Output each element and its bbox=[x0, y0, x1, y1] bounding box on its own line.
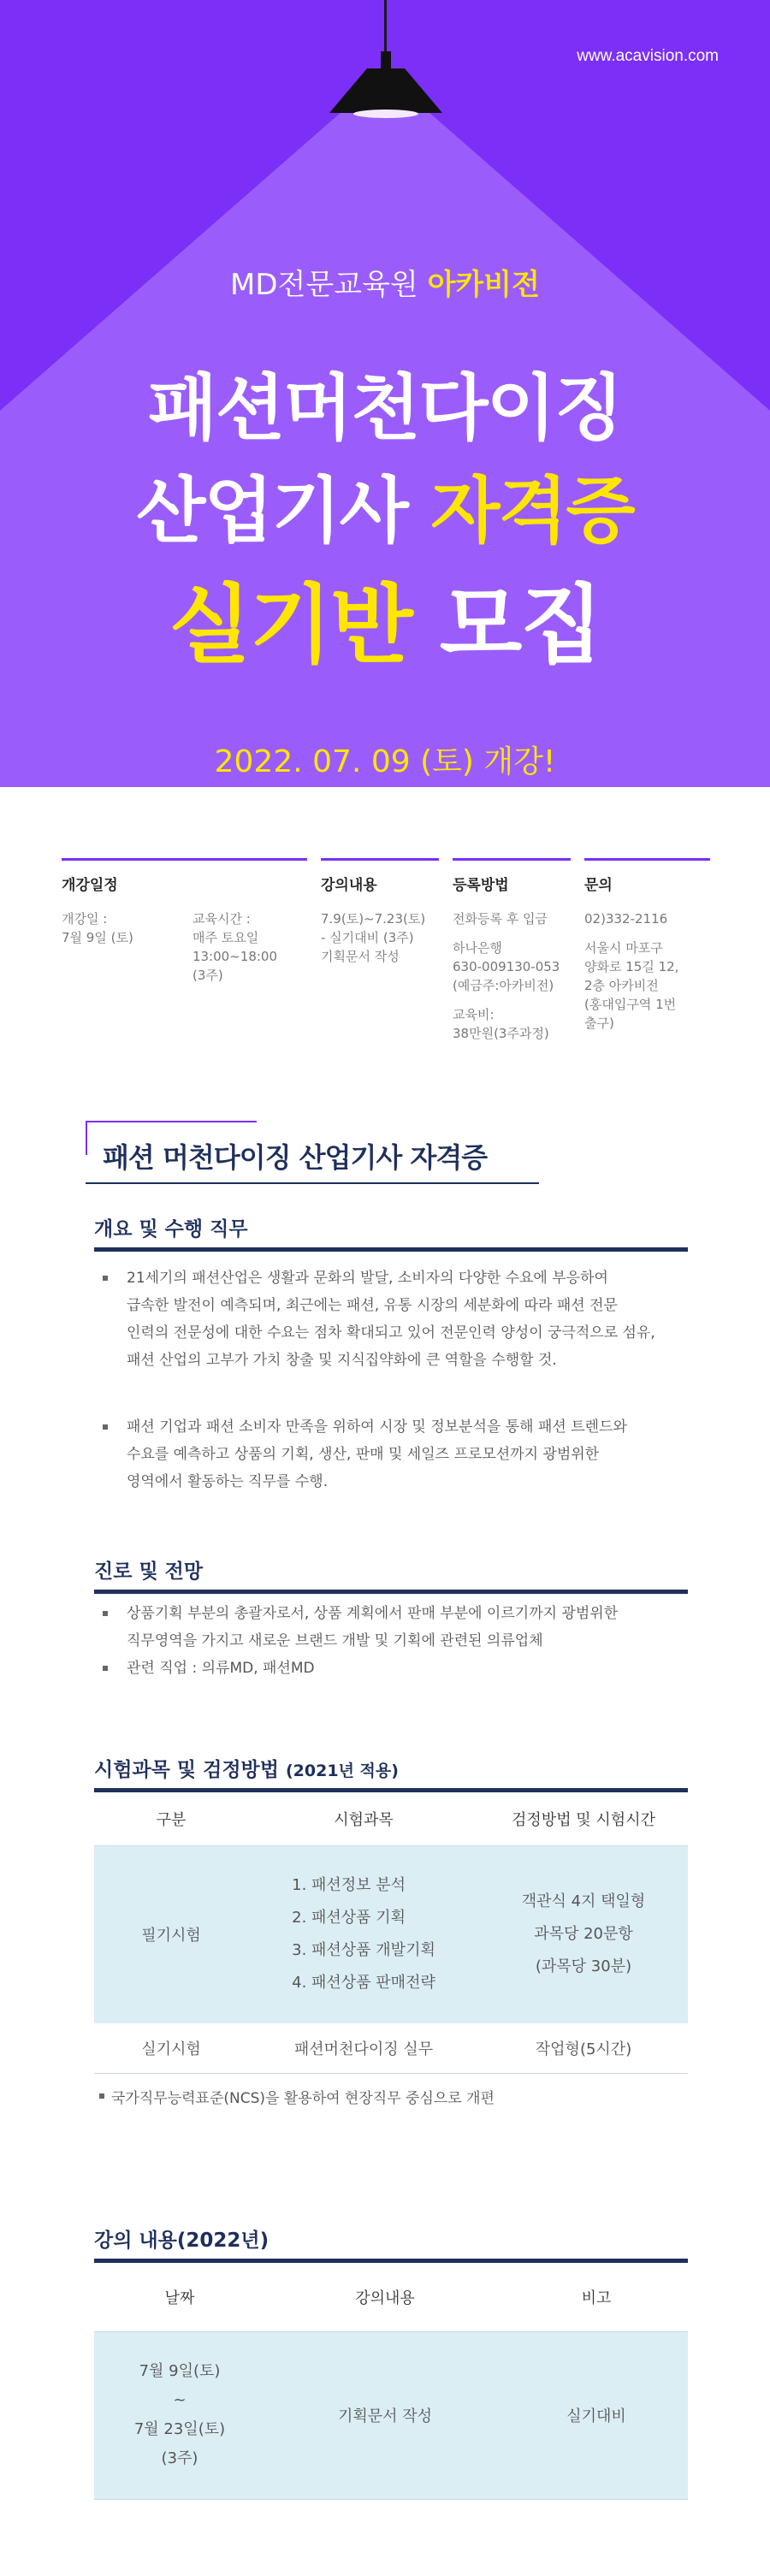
hero-title-line2 bbox=[0, 453, 770, 557]
text-line: 급속한 발전이 예측되며, 최근에는 패션, 유통 시장의 세분화에 따라 패션 전문 bbox=[127, 1297, 618, 1314]
account-holder: (예금주:아카비전) bbox=[453, 978, 554, 993]
register-method: 전화등록 후 입금 bbox=[453, 911, 548, 927]
remark-cell: 실기대비 bbox=[505, 2331, 688, 2499]
text-line: 관련 직업 : 의류MD, 패션MD bbox=[127, 1660, 315, 1677]
content-topic: 기획문서 작성 bbox=[321, 949, 400, 964]
column-header: 구분 bbox=[94, 1792, 248, 1845]
start-date-label: 개강일 : bbox=[62, 911, 108, 927]
title-line2-yellow: 자격증 bbox=[430, 469, 634, 553]
class-weeks: (3주) bbox=[192, 968, 223, 983]
table-row-practical bbox=[94, 2023, 688, 2073]
register-column bbox=[453, 858, 571, 1043]
contact-details bbox=[584, 909, 710, 1033]
fee-label: 교육비: bbox=[453, 1007, 495, 1022]
register-heading: 등록방법 bbox=[453, 877, 509, 894]
section-main-title bbox=[86, 1121, 539, 1184]
schedule-heading: 개강일정 bbox=[62, 877, 118, 894]
class-days: 매주 토요일 bbox=[192, 930, 259, 945]
subject-item: 1. 패션정보 분석 bbox=[292, 1876, 406, 1895]
text-line: 21세기의 패션산업은 생활과 문화의 발달, 소비자의 다양한 수요에 부응하여 bbox=[127, 1270, 608, 1287]
column-header: 비고 bbox=[505, 2263, 688, 2331]
text-line: 직무영역을 가지고 새로운 브랜드 개발 및 기획에 관련된 의류업체 bbox=[127, 1632, 543, 1649]
column-header: 검정방법 및 시험시간 bbox=[479, 1792, 688, 1845]
exam-title-note: (2021년 적용) bbox=[286, 1762, 399, 1780]
subject-item: 2. 패션상품 기획 bbox=[292, 1909, 406, 1928]
address-line: 2층 아카비전 bbox=[584, 978, 659, 993]
title-line3-yellow: 실기반 bbox=[169, 575, 412, 675]
career-paragraph-2 bbox=[99, 1655, 690, 1682]
overview-paragraph-2 bbox=[99, 1413, 690, 1495]
career-heading bbox=[94, 1555, 688, 1584]
fee-value: 38만원(3주과정) bbox=[453, 1026, 549, 1041]
org-highlight: 아카비전 bbox=[427, 268, 540, 302]
text-line: 인력의 전문성에 대한 수요는 점차 확대되고 있어 전문인력 양성이 궁극적으로 섬유, bbox=[127, 1324, 655, 1341]
subject-item: 3. 패션상품 개발기획 bbox=[292, 1941, 435, 1960]
lecture-heading bbox=[94, 2224, 688, 2253]
date-line: 7월 23일(토) bbox=[133, 2420, 226, 2438]
start-date bbox=[62, 909, 181, 947]
title-frame-top bbox=[86, 1121, 257, 1122]
subject-item: 4. 패션상품 판매전략 bbox=[292, 1974, 435, 1993]
address-line: (홍대입구역 1번 bbox=[584, 997, 677, 1012]
text-line: 패션 산업의 고부가 가치 창출 및 지식집약화에 큰 역할을 수행할 것. bbox=[127, 1352, 557, 1369]
title-underline bbox=[86, 1182, 539, 1184]
lecture-title: 강의 내용(2022년) bbox=[94, 2230, 270, 2252]
open-date: 2022. 07. 09 (토) 개강! bbox=[214, 744, 556, 779]
text-line: 상품기획 부분의 총괄자로서, 상품 계획에서 판매 부분에 이르기까지 광범위한 bbox=[127, 1605, 619, 1622]
content-details bbox=[321, 909, 439, 966]
date-line: ~ bbox=[173, 2391, 187, 2409]
title-line3-white: 모집 bbox=[439, 575, 601, 675]
bank-name: 하나은행 bbox=[453, 940, 502, 956]
schedule-column bbox=[62, 858, 307, 983]
register-details bbox=[453, 909, 571, 1043]
column-header: 시험과목 bbox=[248, 1792, 479, 1845]
exam-table bbox=[94, 1788, 688, 2074]
exam-note: 국가직무능력표준(NCS)을 활용하여 현장직무 중심으로 개편 bbox=[99, 2086, 690, 2107]
org-prefix: MD전문교육원 bbox=[230, 268, 418, 302]
method-line: 객관식 4지 택일형 bbox=[521, 1892, 646, 1911]
method-cell bbox=[479, 1845, 688, 2023]
date-line: 7월 9일(토) bbox=[139, 2362, 221, 2380]
content-cell: 기획문서 작성 bbox=[265, 2331, 505, 2499]
method-line: 과목당 20문항 bbox=[534, 1925, 633, 1944]
lamp-cord bbox=[384, 0, 387, 53]
contact-phone[interactable]: 02)332-2116 bbox=[584, 911, 668, 927]
column-header: 강의내용 bbox=[265, 2263, 505, 2331]
overview-paragraph-1 bbox=[99, 1264, 690, 1374]
class-time-range: 13:00~18:00 bbox=[192, 949, 278, 964]
table-row bbox=[94, 2331, 688, 2499]
exam-title: 시험과목 및 검정방법 bbox=[94, 1759, 279, 1781]
overview-rule bbox=[94, 1247, 688, 1252]
address-line: 출구) bbox=[584, 1016, 614, 1031]
table-row-written bbox=[94, 1845, 688, 2023]
exam-heading bbox=[94, 1754, 688, 1782]
hero-title-line1: 패션머천다이징 bbox=[147, 366, 622, 450]
bank-account: 630-009130-053 bbox=[453, 959, 560, 974]
table-header-row bbox=[94, 1792, 688, 1845]
content-column bbox=[321, 858, 439, 966]
organization-name bbox=[0, 261, 770, 303]
lecture-table bbox=[94, 2259, 688, 2500]
table-header-row bbox=[94, 2263, 688, 2331]
title-line2-white: 산업기사 bbox=[136, 469, 407, 553]
method-line: (과목당 30분) bbox=[535, 1957, 632, 1976]
info-row bbox=[62, 858, 710, 1041]
contact-column bbox=[584, 858, 710, 1033]
address-line: 서울시 마포구 bbox=[584, 940, 663, 956]
overview-title: 개요 및 수행 직무 bbox=[94, 1218, 248, 1241]
method-cell: 작업형(5시간) bbox=[479, 2023, 688, 2073]
address-line: 양화로 15길 12, bbox=[584, 959, 679, 974]
subject-list bbox=[248, 1845, 479, 2023]
overview-heading bbox=[94, 1213, 688, 1241]
text-line: 수요를 예측하고 상품의 기획, 생산, 판매 및 세일즈 프로모션까지 광범위한 bbox=[127, 1446, 600, 1463]
career-title: 진로 및 전망 bbox=[94, 1560, 204, 1583]
date-cell bbox=[94, 2331, 265, 2499]
row-label: 필기시험 bbox=[94, 1845, 248, 2023]
class-time bbox=[192, 909, 304, 985]
subject-cell: 패션머천다이징 실무 bbox=[248, 2023, 479, 2073]
hero-title-line3 bbox=[0, 556, 770, 679]
text-line: 영역에서 활동하는 직무를 수행. bbox=[127, 1473, 329, 1490]
lamp-icon bbox=[329, 51, 442, 120]
career-rule bbox=[94, 1590, 688, 1594]
title-frame-left bbox=[86, 1121, 87, 1155]
contact-heading: 문의 bbox=[584, 877, 613, 894]
main-title-text: 패션 머천다이징 산업기사 자격증 bbox=[103, 1141, 488, 1174]
content-heading: 강의내용 bbox=[321, 877, 377, 894]
hero-banner bbox=[0, 0, 770, 787]
content-type: - 실기대비 (3주) bbox=[321, 930, 414, 945]
content-period: 7.9(토)~7.23(토) bbox=[321, 911, 426, 927]
column-header: 날짜 bbox=[94, 2263, 265, 2331]
row-label: 실기시험 bbox=[94, 2023, 248, 2073]
start-date-value: 7월 9일 (토) bbox=[62, 930, 133, 945]
text-line: 패션 기업과 패션 소비자 만족을 위하여 시장 및 정보분석을 통해 패션 트렌드와 bbox=[127, 1418, 627, 1436]
career-paragraph-1 bbox=[99, 1600, 690, 1655]
date-line: (3주) bbox=[161, 2449, 198, 2467]
class-time-label: 교육시간 : bbox=[192, 911, 251, 927]
site-url[interactable]: www.acavision.com bbox=[577, 47, 719, 65]
